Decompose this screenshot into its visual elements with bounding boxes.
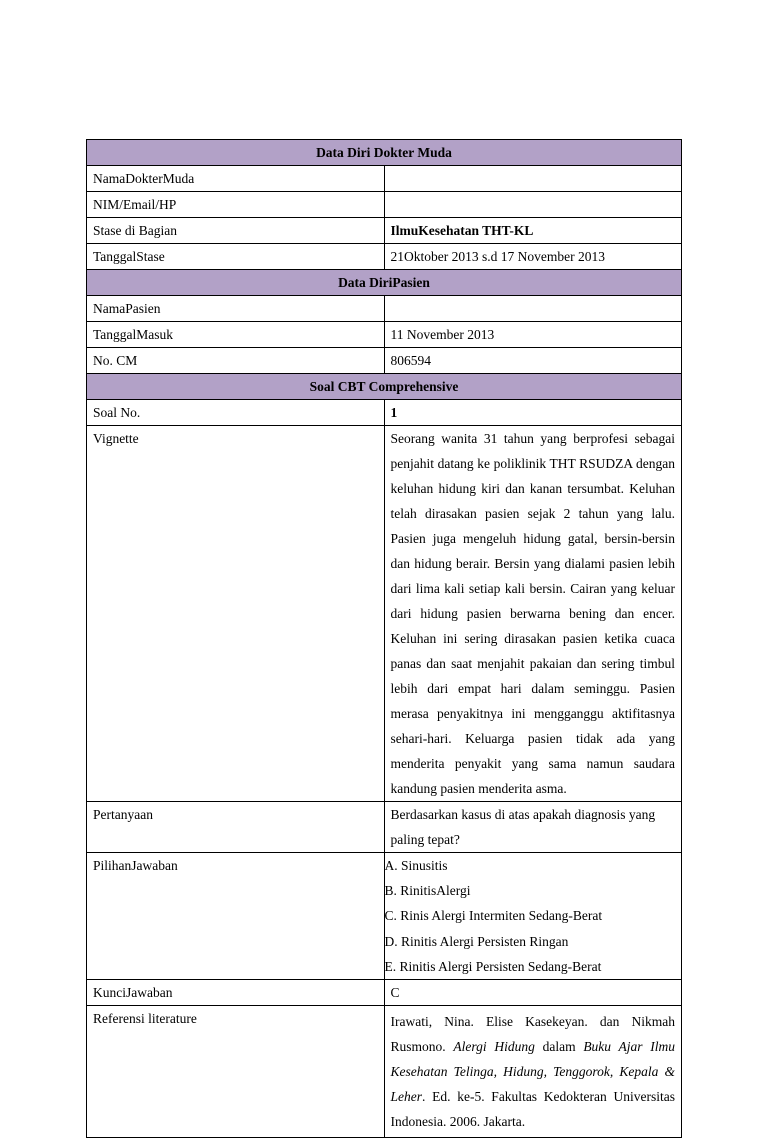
value-vignette: Seorang wanita 31 tahun yang berprofesi sebagai penjahit datang ke poliklinik THT RSUDZA dengan keluhan hidung kiri dan kanan tersumbat. Keluhan telah dirasakan pasien sejak 2 tahun yang lalu. Pasien juga mengeluh hidung gatal, bersin-bersin dan hidung berair. Bersin yang dialami pasien lebih dari lima kali setiap kali bersin. Cairan yang keluar dari hidung pasien berwarna bening dan encer. Keluhan ini sering dirasakan pasien ketika cuaca panas dan saat menjahit pakaian dan sering timbul lebih dari empat hari dalam seminggu. Pasien merasa penyakitnya ini mengganggu aktifitasnya sehari-hari. Keluarga pasien tidak ada yang menderita penyakit yang sama namun saudara kandung pasien menderita asma. xyxy=(384,426,682,802)
label-nim-email-hp: NIM/Email/HP xyxy=(87,192,385,218)
row-pilihan-jawaban xyxy=(87,853,682,980)
row-patient-name xyxy=(87,296,682,322)
row-tanggal-stase xyxy=(87,244,682,270)
section-title-doctor: Data Diri Dokter Muda xyxy=(87,140,682,166)
value-kunci-jawaban: C xyxy=(384,980,682,1006)
label-doctor-name: NamaDokterMuda xyxy=(87,166,385,192)
ref-authors: Irawati, Nina. Elise Kasekeyan. dan Nikmah Rusmono. xyxy=(390,1014,675,1055)
row-nim-email-hp xyxy=(87,192,682,218)
label-vignette: Vignette xyxy=(87,426,385,802)
label-no-cm: No. CM xyxy=(87,348,385,374)
section-header-doctor xyxy=(87,140,682,166)
label-stase-bagian: Stase di Bagian xyxy=(87,218,385,244)
row-kunci-jawaban xyxy=(87,980,682,1006)
label-referensi: Referensi literature xyxy=(87,1006,385,1138)
value-doctor-name xyxy=(384,166,682,192)
choice-e: E. Rinitis Alergi Persisten Sedang-Berat xyxy=(384,958,602,974)
choice-d: D. Rinitis Alergi Persisten Ringan xyxy=(384,933,569,949)
choice-c: C. Rinis Alergi Intermiten Sedang-Berat xyxy=(384,908,603,924)
row-pertanyaan xyxy=(87,802,682,853)
value-tanggal-masuk: 11 November 2013 xyxy=(384,322,682,348)
ref-chapter-title: Alergi Hidung xyxy=(453,1039,535,1055)
value-stase-bagian: IlmuKesehatan THT-KL xyxy=(384,218,682,244)
row-referensi xyxy=(87,1006,682,1138)
ref-connector: dalam xyxy=(534,1039,584,1055)
label-tanggal-stase: TanggalStase xyxy=(87,244,385,270)
value-tanggal-stase: 21Oktober 2013 s.d 17 November 2013 xyxy=(384,244,682,270)
row-tanggal-masuk xyxy=(87,322,682,348)
value-no-cm: 806594 xyxy=(384,348,682,374)
label-kunci-jawaban: KunciJawaban xyxy=(87,980,385,1006)
value-referensi xyxy=(384,1006,682,1138)
row-no-cm xyxy=(87,348,682,374)
section-title-patient: Data DiriPasien xyxy=(87,270,682,296)
row-doctor-name xyxy=(87,166,682,192)
patient-case-form xyxy=(86,139,682,1138)
choice-a: A. Sinusitis xyxy=(384,858,448,873)
value-nim-email-hp xyxy=(384,192,682,218)
section-header-patient xyxy=(87,270,682,296)
row-stase-bagian xyxy=(87,218,682,244)
ref-publisher: . Ed. ke-5. Fakultas Kedokteran Universitas Indonesia. 2006. Jakarta. xyxy=(390,1089,675,1130)
section-header-cbt xyxy=(87,374,682,400)
row-vignette xyxy=(87,426,682,802)
value-soal-no: 1 xyxy=(384,400,682,426)
label-tanggal-masuk: TanggalMasuk xyxy=(87,322,385,348)
value-pertanyaan: Berdasarkan kasus di atas apakah diagnosis yang paling tepat? xyxy=(384,802,682,853)
label-pilihan-jawaban: PilihanJawaban xyxy=(87,853,385,980)
label-soal-no: Soal No. xyxy=(87,400,385,426)
ref-book-title: Buku Ajar Ilmu Kesehatan Telinga, Hidung, Tenggorok, Kepala & Leher xyxy=(390,1039,676,1105)
answer-choices xyxy=(384,853,682,980)
value-patient-name xyxy=(384,296,682,322)
label-pertanyaan: Pertanyaan xyxy=(87,802,385,853)
choice-b: B. RinitisAlergi xyxy=(384,883,471,899)
section-title-cbt: Soal CBT Comprehensive xyxy=(87,374,682,400)
row-soal-no xyxy=(87,400,682,426)
label-patient-name: NamaPasien xyxy=(87,296,385,322)
